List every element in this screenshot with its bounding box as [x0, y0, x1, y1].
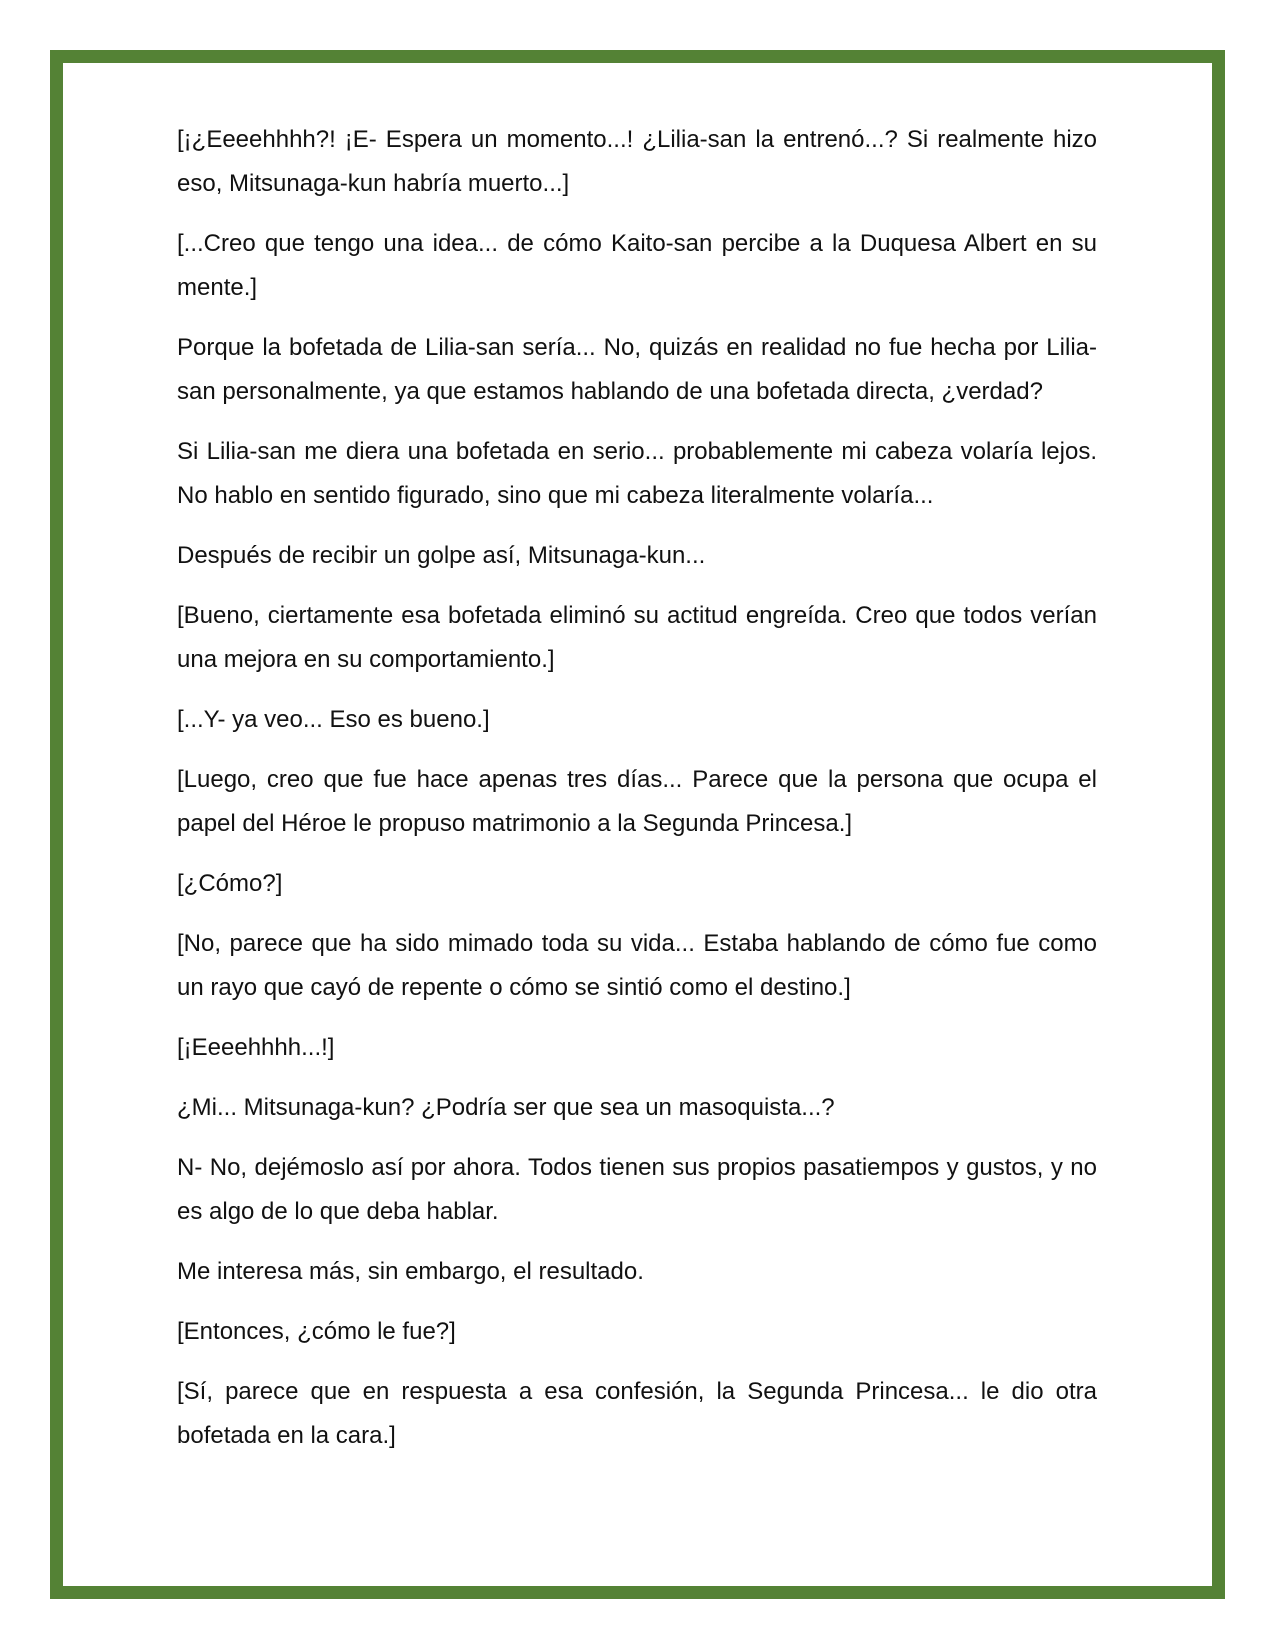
paragraph-4: Si Lilia-san me diera una bofetada en serio... probablemente mi cabeza volaría lejos. No hablo en sentido figurado, sino que mi cabeza literalmente volaría...: [177, 438, 1097, 509]
paragraph-10: [No, parece que ha sido mimado toda su vida... Estaba hablando de cómo fue como un rayo que cayó de repente o cómo se sintió como el destino.]: [177, 930, 1097, 1001]
paragraph-16: [Sí, parece que en respuesta a esa confesión, la Segunda Princesa... le dio otra bofetada en la cara.]: [177, 1378, 1097, 1449]
paragraph-8: [Luego, creo que fue hace apenas tres días... Parece que la persona que ocupa el papel del Héroe le propuso matrimonio a la Segunda Princesa.]: [177, 766, 1097, 837]
paragraph-5: Después de recibir un golpe así, Mitsunaga-kun...: [177, 542, 706, 569]
paragraph-2: [...Creo que tengo una idea... de cómo Kaito-san percibe a la Duquesa Albert en su mente.]: [177, 230, 1097, 301]
paragraph-9: [¿Cómo?]: [177, 870, 283, 897]
paragraph-3: Porque la bofetada de Lilia-san sería... No, quizás en realidad no fue hecha por Lilia-san personalmente, ya que estamos hablando de una bofetada directa, ¿verdad?: [177, 334, 1097, 405]
paragraph-14: Me interesa más, sin embargo, el resultado.: [177, 1258, 644, 1285]
paragraph-12: ¿Mi... Mitsunaga-kun? ¿Podría ser que sea un masoquista...?: [177, 1094, 835, 1121]
paragraph-11: [¡Eeeehhhh...!]: [177, 1034, 335, 1061]
paragraph-15: [Entonces, ¿cómo le fue?]: [177, 1318, 456, 1345]
paragraph-6: [Bueno, ciertamente esa bofetada eliminó su actitud engreída. Creo que todos verían una mejora en su comportamiento.]: [177, 602, 1097, 673]
document-body: [177, 118, 1097, 1474]
paragraph-7: [...Y- ya veo... Eso es bueno.]: [177, 706, 490, 733]
paragraph-1: [¡¿Eeeehhhh?! ¡E- Espera un momento...! ¿Lilia-san la entrenó...? Si realmente hizo eso, Mitsunaga-kun habría muerto...]: [177, 126, 1097, 197]
paragraph-13: N- No, dejémoslo así por ahora. Todos tienen sus propios pasatiempos y gustos, y no es algo de lo que deba hablar.: [177, 1154, 1097, 1225]
